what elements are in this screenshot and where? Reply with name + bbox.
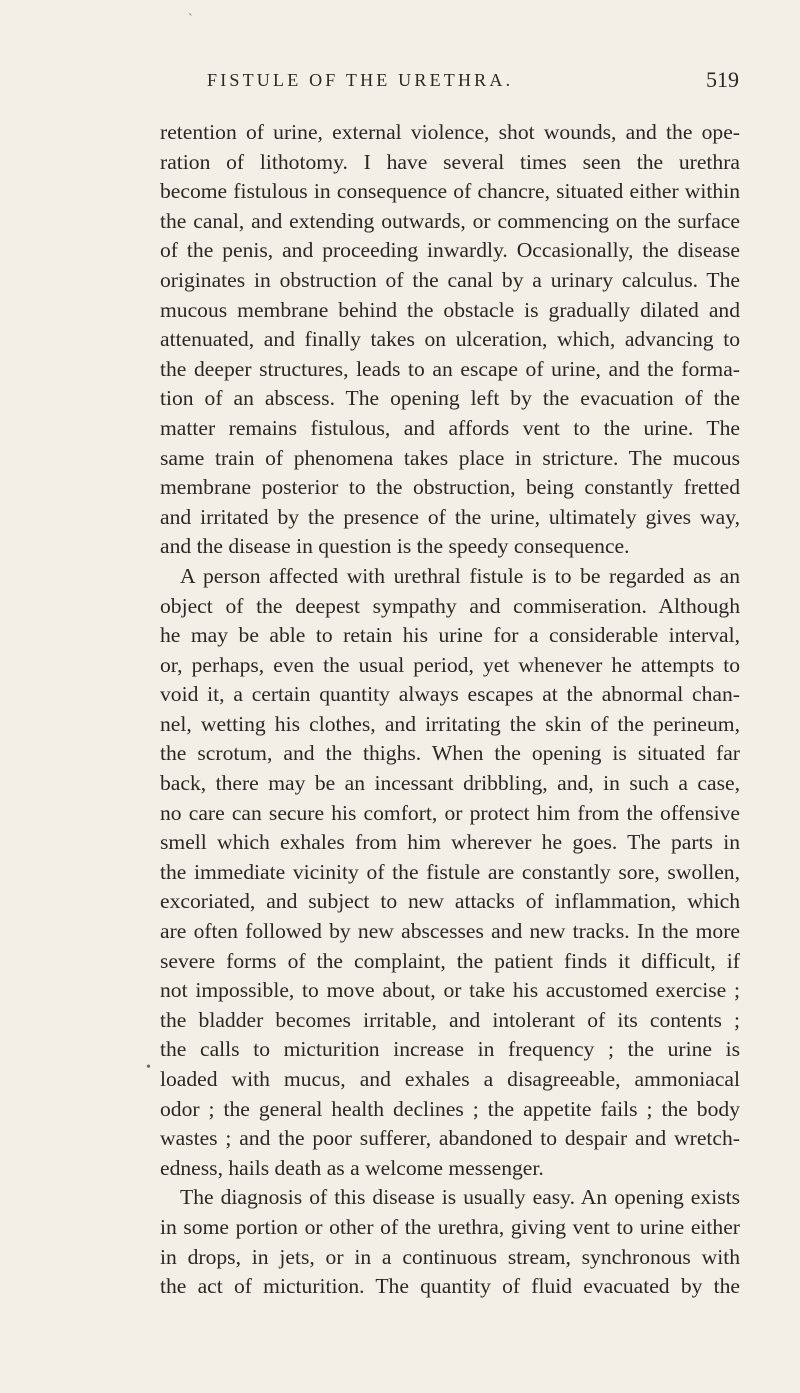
body-text (160, 118, 740, 1302)
text-line: loaded with mucus, and exhales a disagreeable, ammoniacal (160, 1067, 740, 1091)
text-line: and irritated by the presence of the urine, ultimately gives way, (160, 504, 740, 529)
text-line: odor ; the general health declines ; the appetite fails ; the body (160, 1096, 740, 1121)
running-head: FISTULE OF THE URETHRA. (207, 70, 514, 90)
text-line: The diagnosis of this disease is usually easy. An opening exists (180, 1185, 740, 1210)
text-line: severe forms of the complaint, the patient finds it difficult, if (160, 948, 740, 973)
text-line: not impossible, to move about, or take his accustomed exercise ; (160, 978, 740, 1003)
text-line: tion of an abscess. The opening left by the evacuation of the (160, 386, 740, 411)
text-line: edness, hails death as a welcome messenger. (160, 1155, 544, 1180)
text-line: of the penis, and proceeding inwardly. Occasionally, the disease (160, 238, 740, 263)
text-line: the canal, and extending outwards, or commencing on the surface (160, 208, 740, 233)
text-line: wastes ; and the poor sufferer, abandoned to despair and wretch- (160, 1126, 740, 1151)
text-line: attenuated, and finally takes on ulceration, which, advancing to (160, 327, 740, 352)
text-line: and the disease in question is the speedy consequence. (160, 534, 630, 559)
text-line: become fistulous in consequence of chancre, situated either within (160, 179, 740, 204)
text-line: in drops, in jets, or in a continuous stream, synchronous with (160, 1244, 740, 1269)
text-line: the scrotum, and the thighs. When the opening is situated far (160, 741, 740, 766)
text-line: back, there may be an incessant dribbling, and, in such a case, (160, 771, 740, 796)
text-line: originates in obstruction of the canal by a urinary calculus. The (160, 267, 740, 292)
margin-mark: • (146, 1060, 151, 1075)
text-line: same train of phenomena takes place in stricture. The mucous (160, 445, 740, 470)
text-line: the bladder becomes irritable, and intolerant of its contents ; (160, 1007, 740, 1032)
text-line: membrane posterior to the obstruction, being constantly fretted (160, 475, 740, 500)
text-line: nel, wetting his clothes, and irritating the skin of the perineum, (160, 711, 740, 736)
text-line: retention of urine, external violence, shot wounds, and the ope- (160, 120, 740, 144)
text-line: ration of lithotomy. I have several times seen the urethra (160, 149, 740, 174)
text-line: no care can secure his comfort, or protect him from the offensive (160, 800, 740, 825)
text-line: object of the deepest sympathy and commiseration. Although (160, 593, 740, 618)
text-line: excoriated, and subject to new attacks of inflammation, which (160, 889, 740, 914)
text-line: in some portion or other of the urethra, giving vent to urine either (160, 1214, 740, 1239)
text-line: A person affected with urethral fistule is to be regarded as an (180, 563, 740, 588)
ink-speck: ` (188, 12, 193, 27)
text-line: the calls to micturition increase in frequency ; the urine is (160, 1037, 740, 1062)
text-line: the act of micturition. The quantity of fluid evacuated by the (160, 1274, 740, 1299)
text-line: he may be able to retain his urine for a considerable interval, (160, 623, 740, 648)
text-line: the immediate vicinity of the fistule are constantly sore, swollen, (160, 859, 740, 884)
text-line: void it, a certain quantity always escapes at the abnormal chan- (160, 682, 740, 707)
text-line: smell which exhales from him wherever he goes. The parts in (160, 830, 740, 855)
text-line: mucous membrane behind the obstacle is gradually dilated and (160, 297, 740, 322)
text-line: matter remains fistulous, and affords vent to the urine. The (160, 415, 740, 440)
page-number: 519 (706, 67, 739, 92)
text-line: or, perhaps, even the usual period, yet whenever he attempts to (160, 652, 740, 677)
text-line: are often followed by new abscesses and new tracks. In the more (160, 919, 740, 944)
text-line: the deeper structures, leads to an escape of urine, and the forma- (160, 356, 740, 381)
